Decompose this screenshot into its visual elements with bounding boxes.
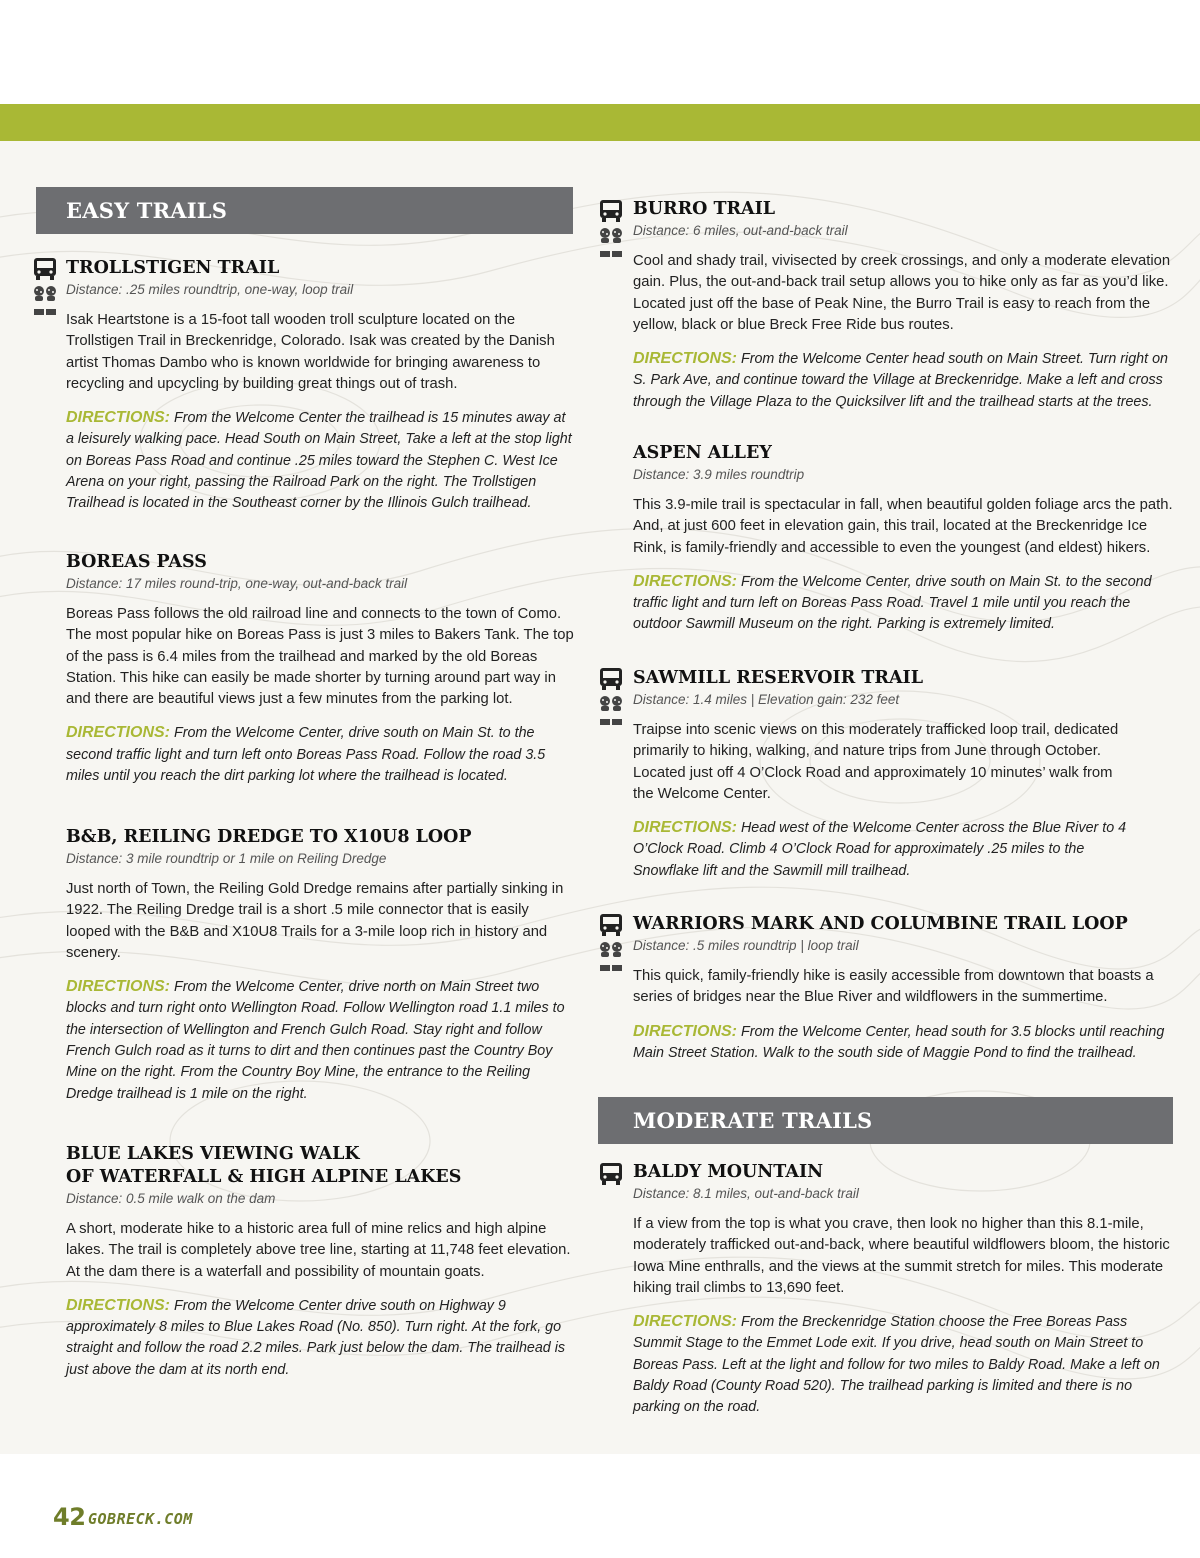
trail-description: A short, moderate hike to a historic area full of mine relics and high alpine lakes. The trail is completely above tree line, starting at 11,748 feet elevation. At the dam there is a waterfall and possibility of mountain goats. — [66, 1221, 571, 1280]
trail-sawmill-reservoir — [633, 667, 1133, 882]
trail-baldy-mountain — [633, 1161, 1176, 1419]
trail-description: Boreas Pass follows the old railroad line and connects to the town of Como. The most popular hike on Boreas Pass is just 3 miles to Bakers Tank. The top of the pass is 6.4 miles from the trailhead and marked by the old Boreas Station. This hike can easily be made shorter by turning around part way in and there are beautiful views just a few minutes from the parking lot. — [66, 606, 574, 708]
trail-description: Cool and shady trail, vivisected by creek crossings, and only a moderate elevation gain. Plus, the out-and-back trail setup allows you to hike only as far as you’d like. Located just off the base of Peak Nine, the Burro Trail is easy to reach from the yellow, black or blue Breck Free Ride bus routes. — [633, 253, 1171, 333]
warriors-icons — [598, 913, 626, 975]
trail-directions — [633, 1021, 1176, 1065]
trail-description: This 3.9-mile trail is spectacular in fall, when beautiful golden foliage arcs the path. And, at just 600 feet in elevation gain, this trail, located at the Breckenridge Ice Rink, is family-friendly and accessible to even the youngest (and eldest) hikers. — [633, 497, 1173, 556]
trail-title-line-2: OF WATERFALL & HIGH ALPINE LAKES — [66, 1167, 462, 1187]
trail-directions — [66, 722, 576, 787]
site-url: GOBRECK.COM — [88, 1510, 193, 1528]
trail-distance: Distance: 3 mile roundtrip or 1 mile on Reiling Dredge — [66, 851, 387, 866]
trail-blue-lakes — [66, 1143, 576, 1381]
directions-text: From the Welcome Center head south on Main Street. Turn right on S. Park Ave, and continue toward the Village at Breckenridge. Make a left and cross through the Village Plaza to the Quicksilver lift and the trailhead starts at the trees. — [633, 351, 1168, 410]
trail-aspen-alley — [633, 442, 1176, 636]
trail-title: BALDY MOUNTAIN — [633, 1162, 824, 1182]
directions-text: From the Breckenridge Station choose the Free Boreas Pass Summit Stage to the Emmet Lode exit. If you drive, head south on Main Street to Boreas Pass. Left at the light and follow for two miles to Baldy Road. Make a left on Baldy Road (County Road 520). The trailhead parking is limited and there is no parking on the road. — [633, 1314, 1160, 1416]
burro-icons — [598, 199, 626, 261]
directions-label: DIRECTIONS: — [66, 724, 170, 742]
easy-trails-banner: EASY TRAILS — [36, 187, 573, 234]
trail-distance: Distance: .25 miles roundtrip, one-way, loop trail — [66, 282, 354, 297]
trail-description: Isak Heartstone is a 15-foot tall wooden troll sculpture located on the Trollstigen Trail in Breckenridge, Colorado. Isak was created by the Danish artist Thomas Dambo who is known worldwide for bringing awareness to recycling and upcycling by building great things out of trash. — [66, 312, 555, 392]
trail-title — [66, 1143, 576, 1189]
trail-directions — [633, 817, 1133, 882]
hiking-boots-icon — [32, 285, 58, 319]
hiking-boots-icon — [598, 941, 624, 975]
trail-warriors-mark — [633, 913, 1176, 1064]
directions-label: DIRECTIONS: — [633, 1313, 737, 1331]
bus-icon — [598, 913, 624, 937]
trail-description: If a view from the top is what you crave, then look no higher than this 8.1-mile, moderately trafficked out-and-back, where beautiful wildflowers bloom, the historic Iowa Mine enthralls, and the views at the summit stretch for miles. This moderate hiking trail climbs to 13,690 feet. — [633, 1216, 1170, 1296]
bus-icon — [598, 199, 624, 223]
directions-label: DIRECTIONS: — [633, 572, 737, 590]
top-accent-bar — [0, 104, 1200, 141]
trail-title: B&B, REILING DREDGE TO X10U8 LOOP — [66, 827, 472, 847]
trail-title: SAWMILL RESERVOIR TRAIL — [633, 668, 924, 688]
bus-icon — [32, 257, 58, 281]
trail-distance: Distance: 1.4 miles | Elevation gain: 232 feet — [633, 692, 900, 707]
trail-directions — [633, 571, 1176, 636]
trail-directions — [66, 407, 576, 514]
directions-label: DIRECTIONS: — [66, 978, 170, 996]
trail-title-line-1: BLUE LAKES VIEWING WALK — [66, 1144, 360, 1164]
bus-icon — [598, 1162, 624, 1186]
hiking-boots-icon — [598, 695, 624, 729]
trail-distance: Distance: 17 miles round-trip, one-way, out-and-back trail — [66, 576, 408, 591]
directions-label: DIRECTIONS: — [633, 350, 737, 368]
trail-directions — [66, 1295, 576, 1381]
baldy-icons — [598, 1162, 626, 1186]
page-number: 42 — [53, 1503, 86, 1531]
directions-text: From the Welcome Center, drive south on Main St. to the second traffic light and turn left on Boreas Pass Road. Travel 1 mile until you reach the outdoor Sawmill Museum on the right. Parking is extremely limited. — [633, 573, 1152, 633]
directions-label: DIRECTIONS: — [66, 1296, 170, 1314]
directions-label: DIRECTIONS: — [633, 1022, 737, 1040]
bus-icon — [598, 667, 624, 691]
sawmill-icons — [598, 667, 626, 729]
trail-directions — [633, 348, 1176, 413]
trail-distance: Distance: .5 miles roundtrip | loop trail — [633, 938, 859, 953]
directions-text: From the Welcome Center, drive north on Main Street two blocks and turn right onto Wellington Road. Follow Wellington road 1.1 miles to the intersection of Wellington and French Gulch Road. Stay right and follow French Gulch road as it turns to dirt and then continues past the Country Boy Mine on the right. From the Country Boy Mine, the entrance to the Reiling Dredge trailhead is 1 mile on the right. — [66, 979, 565, 1102]
moderate-trails-banner: MODERATE TRAILS — [598, 1097, 1173, 1144]
page-content — [0, 141, 1200, 1454]
trollstigen-icons — [32, 257, 60, 319]
trail-title: ASPEN ALLEY — [633, 443, 772, 463]
trail-directions — [633, 1311, 1176, 1418]
trail-distance: Distance: 3.9 miles roundtrip — [633, 467, 805, 482]
directions-label: DIRECTIONS: — [633, 819, 737, 837]
trail-bb-reiling-dredge — [66, 826, 576, 1105]
trail-title: TROLLSTIGEN TRAIL — [66, 258, 280, 278]
directions-text: From the Welcome Center the trailhead is 15 minutes away at a leisurely walking pace. Head South on Main Street, Take a left at the stop light on Boreas Pass Road and continue .25 miles toward the Stephen C. West Ice Arena on your right, passing the Railroad Park on the right. The Trollstigen Trailhead is located in the Southeast corner by the Illinois Gulch trailhead. — [66, 410, 572, 512]
trail-description: Just north of Town, the Reiling Gold Dredge remains after partially sinking in 1922. The Reiling Dredge trail is a short .5 mile connector that is easily looped with the B&B and X10U8 Trails for a 3-mile loop rich in history and scenery. — [66, 881, 564, 961]
directions-text: From the Welcome Center, head south for 3.5 blocks until reaching Main Street Station. Walk to the south side of Maggie Pond to find the trailhead. — [633, 1023, 1165, 1061]
trail-boreas-pass — [66, 551, 576, 787]
directions-label: DIRECTIONS: — [66, 409, 170, 427]
directions-text: From the Welcome Center, drive south on Main St. to the second traffic light and turn left onto Boreas Pass Road. Follow the road 3.5 miles until you reach the dirt parking lot where the trailhead is located. — [66, 725, 546, 785]
trail-description: This quick, family-friendly hike is easily accessible from downtown that boasts a series of bridges near the Blue River and wildflowers in the summertime. — [633, 968, 1154, 1006]
trail-title: WARRIORS MARK AND COLUMBINE TRAIL LOOP — [633, 914, 1128, 934]
trail-distance: Distance: 8.1 miles, out-and-back trail — [633, 1186, 859, 1201]
trail-directions — [66, 976, 576, 1105]
trail-distance: Distance: 6 miles, out-and-back trail — [633, 223, 848, 238]
directions-text: From the Welcome Center drive south on Highway 9 approximately 8 miles to Blue Lakes Road (No. 850). Turn right. At the fork, go straight and follow the road 2.2 miles. Park just below the dam. The trailhead is just above the dam at its north end. — [66, 1297, 566, 1378]
trail-description: Traipse into scenic views on this moderately trafficked loop trail, dedicated primarily to hiking, walking, and nature trips from June through October. Located just off 4 O’Clock Road and approximately 10 minutes’ walk from the Welcome Center. — [633, 722, 1119, 802]
trail-distance: Distance: 0.5 mile walk on the dam — [66, 1191, 276, 1206]
trail-title: BURRO TRAIL — [633, 199, 776, 219]
trail-burro — [633, 198, 1176, 413]
trail-trollstigen — [66, 257, 576, 515]
trail-title: BOREAS PASS — [66, 552, 207, 572]
directions-text: Head west of the Welcome Center across the Blue River to 4 O’Clock Road. Climb 4 O’Clock Road for approximately .25 miles to the Snowflake lift and the Sawmill mill trailhead. — [633, 820, 1127, 879]
hiking-boots-icon — [598, 227, 624, 261]
